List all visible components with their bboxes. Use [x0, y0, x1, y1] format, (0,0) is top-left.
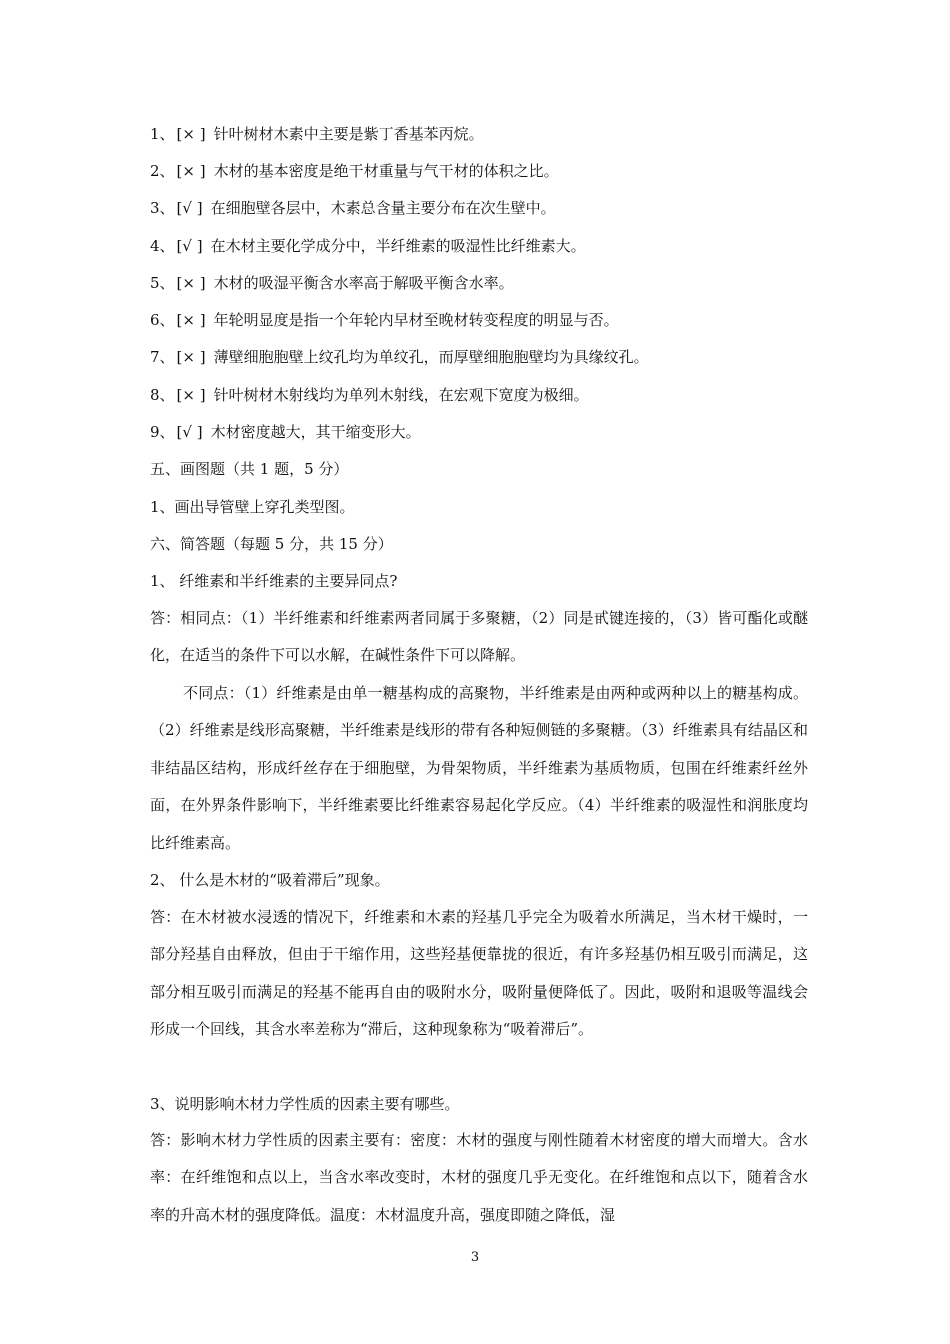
section-6-question-2: 2、 什么是木材的“吸着滞后”现象。	[150, 871, 390, 889]
answer-3: 答：影响木材力学性质的因素主要有：密度：木材的强度与刚性随着木材密度的增大而增大。含水率：在纤维饱和点以上，当含水率改变时，木材的强度几乎无变化。在纤维饱和点以下，随着含水率的升高木材的强度降低。温度：木材温度升高，强度即随之降低，湿	[150, 1131, 808, 1224]
item-statement: 在细胞壁各层中，木素总含量主要分布在次生壁中。	[210, 199, 556, 217]
item-number: 1、	[150, 125, 175, 143]
answer-mark: [× ]	[176, 311, 206, 329]
item-number: 8、	[150, 386, 175, 404]
item-statement: 木材密度越大，其干缩变形大。	[210, 423, 421, 441]
section-6-question-3: 3、说明影响木材力学性质的因素主要有哪些。	[150, 1095, 460, 1113]
section-5-title: 五、画图题（共 1 题，5 分）	[150, 460, 349, 478]
answer-1-similarities: 答：相同点：（1）半纤维素和纤维素两者同属于多聚糖，（2）同是甙键连接的，（3）皆可酯化或醚化，在适当的条件下可以水解，在碱性条件下可以降解。	[150, 609, 808, 665]
item-statement: 针叶树材木素中主要是紫丁香基苯丙烷。	[213, 125, 484, 143]
item-statement: 针叶树材木射线均为单列木射线，在宏观下宽度为极细。	[213, 386, 589, 404]
tf-item-1	[150, 124, 484, 144]
answer-mark: [√ ]	[176, 237, 203, 255]
answer-mark: [× ]	[176, 162, 206, 180]
item-statement: 木材的吸湿平衡含水率高于解吸平衡含水率。	[213, 274, 514, 292]
item-number: 5、	[150, 274, 175, 292]
tf-item-8	[150, 385, 589, 405]
item-statement: 在木材主要化学成分中，半纤维素的吸湿性比纤维素大。	[210, 237, 586, 255]
answer-mark: [× ]	[176, 386, 206, 404]
section-5-question-1: 1、画出导管壁上穿孔类型图。	[150, 498, 355, 516]
tf-item-5	[150, 273, 514, 293]
item-number: 4、	[150, 237, 175, 255]
section-6-title: 六、简答题（每题 5 分，共 15 分）	[150, 535, 393, 553]
answer-1-differences: 不同点：（1）纤维素是由单一糖基构成的高聚物，半纤维素是由两种或两种以上的糖基构成。（2）纤维素是线形高聚糖，半纤维素是线形的带有各种短侧链的多聚糖。（3）纤维素具有结晶区和非结晶区结构，形成纤丝存在于细胞壁，为骨架物质，半纤维素为基质物质，包围在纤维素纤丝外面，在外界条件影响下，半纤维素要比纤维素容易起化学反应。（4）半纤维素的吸湿性和润胀度均比纤维素高。	[150, 684, 808, 852]
item-statement: 年轮明显度是指一个年轮内早材至晚材转变程度的明显与否。	[213, 311, 619, 329]
tf-item-9	[150, 422, 421, 442]
tf-item-7	[150, 347, 649, 367]
answer-mark: [× ]	[176, 274, 206, 292]
item-statement: 薄壁细胞胞壁上纹孔均为单纹孔，而厚壁细胞胞壁均为具缘纹孔。	[213, 348, 649, 366]
answer-mark: [√ ]	[176, 199, 203, 217]
item-number: 9、	[150, 423, 175, 441]
tf-item-6	[150, 310, 619, 330]
tf-item-3	[150, 198, 556, 218]
answer-mark: [× ]	[176, 348, 206, 366]
tf-item-4	[150, 236, 586, 256]
answer-2: 答：在木材被水浸透的情况下，纤维素和木素的羟基几乎完全为吸着水所满足，当木材干燥时，一部分羟基自由释放，但由于干缩作用，这些羟基便靠拢的很近，有许多羟基仍相互吸引而满足，这部分相互吸引而满足的羟基不能再自由的吸附水分，吸附量便降低了。因此，吸附和退吸等温线会形成一个回线，其含水率差称为“滞后，这种现象称为“吸着滞后”。	[150, 908, 808, 1039]
page-number: 3	[470, 1250, 480, 1265]
item-number: 2、	[150, 162, 175, 180]
item-number: 3、	[150, 199, 175, 217]
answer-mark: [× ]	[176, 125, 206, 143]
item-statement: 木材的基本密度是绝干材重量与气干材的体积之比。	[213, 162, 559, 180]
item-number: 7、	[150, 348, 175, 366]
item-number: 6、	[150, 311, 175, 329]
section-6-question-1: 1、 纤维素和半纤维素的主要异同点?	[150, 572, 398, 590]
tf-item-2	[150, 161, 559, 181]
answer-mark: [√ ]	[176, 423, 203, 441]
